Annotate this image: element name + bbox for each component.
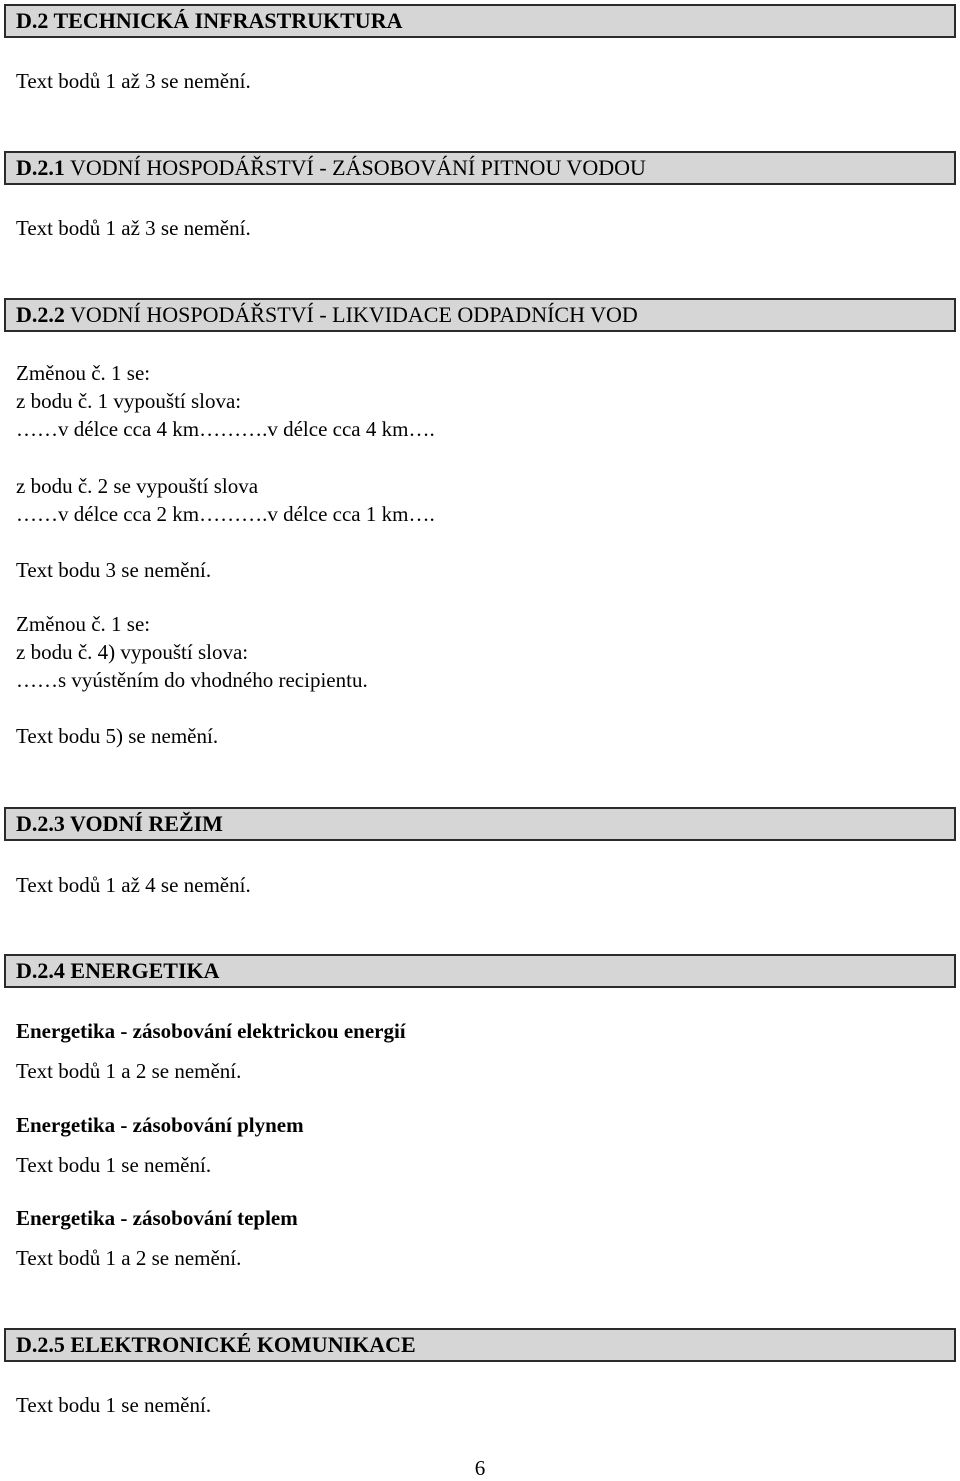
subsection-heading: Energetika - zásobování plynem — [16, 1113, 304, 1137]
section-header-d21 — [4, 151, 956, 185]
paragraph: Text bodu 3 se nemění. — [16, 558, 212, 582]
section-title: ELEKTRONICKÉ KOMUNIKACE — [64, 1332, 416, 1357]
paragraph: z bodu č. 2 se vypouští slova — [16, 474, 259, 498]
section-number: D.2.1 — [16, 155, 65, 180]
section-header-d24 — [4, 954, 956, 988]
paragraph: Text bodů 1 a 2 se nemění. — [16, 1059, 242, 1083]
paragraph: Text bodu 1 se nemění. — [16, 1393, 212, 1417]
paragraph: z bodu č. 1 vypouští slova: — [16, 389, 242, 413]
section-header-d22 — [4, 298, 956, 332]
section-header-d25 — [4, 1328, 956, 1362]
section-number: D.2.2 — [16, 302, 65, 327]
paragraph: ……v délce cca 2 km……….v délce cca 1 km…. — [16, 502, 435, 526]
section-header-d2 — [4, 4, 956, 38]
section-number: D.2.3 — [16, 811, 65, 836]
paragraph: Text bodů 1 až 3 se nemění. — [16, 69, 251, 93]
section-title: TECHNICKÁ INFRASTRUKTURA — [48, 8, 403, 33]
section-header-d23 — [4, 807, 956, 841]
section-number: D.2 — [16, 8, 49, 33]
paragraph: Text bodů 1 až 4 se nemění. — [16, 873, 251, 897]
section-title: VODNÍ HOSPODÁŘSTVÍ - ZÁSOBOVÁNÍ PITNOU VODOU — [64, 155, 646, 180]
paragraph: Změnou č. 1 se: — [16, 612, 151, 636]
subsection-heading: Energetika - zásobování elektrickou energií — [16, 1019, 406, 1043]
paragraph: Text bodu 5) se nemění. — [16, 724, 219, 748]
paragraph: ……v délce cca 4 km……….v délce cca 4 km…. — [16, 417, 435, 441]
paragraph: Změnou č. 1 se: — [16, 361, 151, 385]
section-title: ENERGETIKA — [64, 958, 220, 983]
paragraph: Text bodů 1 až 3 se nemění. — [16, 216, 251, 240]
paragraph: z bodu č. 4) vypouští slova: — [16, 640, 249, 664]
paragraph: ……s vyústěním do vhodného recipientu. — [16, 668, 368, 692]
section-number: D.2.4 — [16, 958, 65, 983]
subsection-heading: Energetika - zásobování teplem — [16, 1206, 298, 1230]
section-title: VODNÍ HOSPODÁŘSTVÍ - LIKVIDACE ODPADNÍCH VOD — [64, 302, 638, 327]
page-number: 6 — [474, 1456, 486, 1480]
section-title: VODNÍ REŽIM — [64, 811, 223, 836]
section-number: D.2.5 — [16, 1332, 65, 1357]
paragraph: Text bodu 1 se nemění. — [16, 1153, 212, 1177]
paragraph: Text bodů 1 a 2 se nemění. — [16, 1246, 242, 1270]
